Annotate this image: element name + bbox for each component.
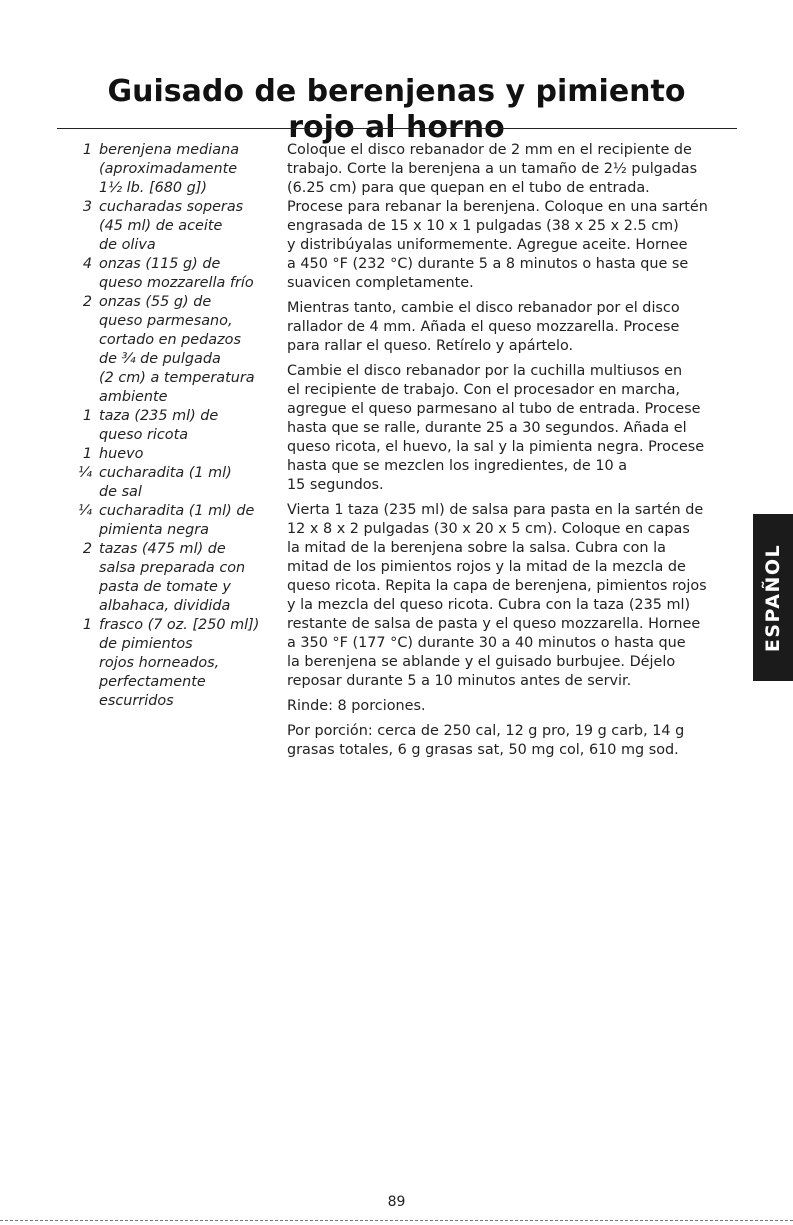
instructions [287, 141, 737, 766]
ingredient-quantity: 1 [82, 446, 92, 462]
yield-text: Rinde: 8 porciones. [287, 698, 426, 714]
ingredient-text: cucharadita (1 ml) de sal [99, 465, 232, 500]
recipe-title-line-2: rojo al horno [288, 110, 505, 146]
ingredient-quantity: 2 [82, 294, 92, 310]
ingredient-quantity: 1 [82, 142, 92, 158]
language-tab-label: ESPAÑOL [762, 543, 784, 652]
language-tab [753, 514, 793, 681]
instruction-paragraph: Mientras tanto, cambie el disco rebanador por el disco rallador de 4 mm. Añada el queso mozzarella. Procese para rallar el queso. Retírelo y apártelo. [287, 300, 680, 354]
ingredient-text: onzas (115 g) de queso mozzarella frío [99, 256, 254, 291]
instruction-paragraph: Coloque el disco rebanador de 2 mm en el recipiente de trabajo. Corte la berenjena a un tamaño de 2½ pulgadas (6.25 cm) para que quepan en el tubo de entrada. Procese para rebanar la berenjena. Coloque en una sartén engrasada de 15 x 10 x 1 pulgadas (38 x 25 x 2.5 cm) y distribúyalas uniformemente. Agregue aceite. Hornee a 450 °F (232 °C) durante 5 a 8 minutos o hasta que se suavicen completamente. [287, 142, 708, 291]
instruction-paragraph: Vierta 1 taza (235 ml) de salsa para pasta en la sartén de 12 x 8 x 2 pulgadas (30 x 20 x 5 cm). Coloque en capas la mitad de la berenjena sobre la salsa. Cubra con la mitad de los pimientos rojos y la mitad de la mezcla de queso ricota. Repita la capa de berenjena, pimientos rojos y la mezcla del queso ricota. Cubra con la taza (235 ml) restante de salsa de pasta y el queso mozzarella. Hornee a 350 °F (177 °C) durante 30 a 40 minutos o hasta que la berenjena se ablande y el guisado burbujee. Déjelo reposar durante 5 a 10 minutos antes de servir. [287, 502, 707, 689]
ingredient-text: berenjena mediana (aproximadamente 1½ lb. [680 g]) [99, 142, 240, 196]
ingredient-text: tazas (475 ml) de salsa preparada con pasta de tomate y albahaca, dividida [99, 541, 246, 614]
page-number: 89 [387, 1194, 406, 1210]
ingredient-text: frasco (7 oz. [250 ml]) de pimientos rojos horneados, perfectamente escurridos [99, 617, 260, 709]
ingredient-item [57, 198, 277, 255]
ingredient-item [57, 540, 277, 616]
ingredient-text: onzas (55 g) de queso parmesano, cortado en pedazos de ¾ de pulgada (2 cm) a temperatura ambiente [99, 294, 255, 405]
ingredient-text: cucharadita (1 ml) de pimienta negra [99, 503, 255, 538]
ingredient-item [57, 293, 277, 407]
recipe-title [0, 74, 793, 146]
ingredient-item [57, 407, 277, 445]
ingredient-item [57, 141, 277, 198]
ingredient-quantity: 4 [82, 256, 92, 272]
page-bottom-edge [0, 1220, 793, 1221]
ingredient-item [57, 445, 277, 464]
ingredient-item [57, 255, 277, 293]
ingredient-list [57, 141, 277, 711]
title-divider [57, 128, 737, 129]
ingredient-text: taza (235 ml) de queso ricota [99, 408, 219, 443]
recipe-title-line-1: Guisado de berenjenas y pimiento [107, 74, 686, 110]
ingredient-quantity: 3 [82, 199, 92, 215]
ingredient-item [57, 616, 277, 711]
ingredient-quantity: 2 [82, 541, 92, 557]
ingredient-quantity: ¼ [78, 465, 92, 481]
ingredient-item [57, 464, 277, 502]
nutrition-text: Por porción: cerca de 250 cal, 12 g pro, 19 g carb, 14 g grasas totales, 6 g grasas sat, 50 mg col, 610 mg sod. [287, 723, 685, 758]
ingredient-quantity: 1 [82, 617, 92, 633]
ingredient-item [57, 502, 277, 540]
ingredient-text: huevo [99, 446, 144, 462]
ingredient-text: cucharadas soperas (45 ml) de aceite de oliva [99, 199, 244, 253]
instruction-paragraph: Cambie el disco rebanador por la cuchilla multiusos en el recipiente de trabajo. Con el procesador en marcha, agregue el queso parmesano al tubo de entrada. Procese hasta que se ralle, durante 25 a 30 segundos. Añada el queso ricota, el huevo, la sal y la pimienta negra. Procese hasta que se mezclen los ingredientes, de 10 a 15 segundos. [287, 363, 705, 493]
ingredient-quantity: 1 [82, 408, 92, 424]
ingredient-quantity: ¼ [78, 503, 92, 519]
